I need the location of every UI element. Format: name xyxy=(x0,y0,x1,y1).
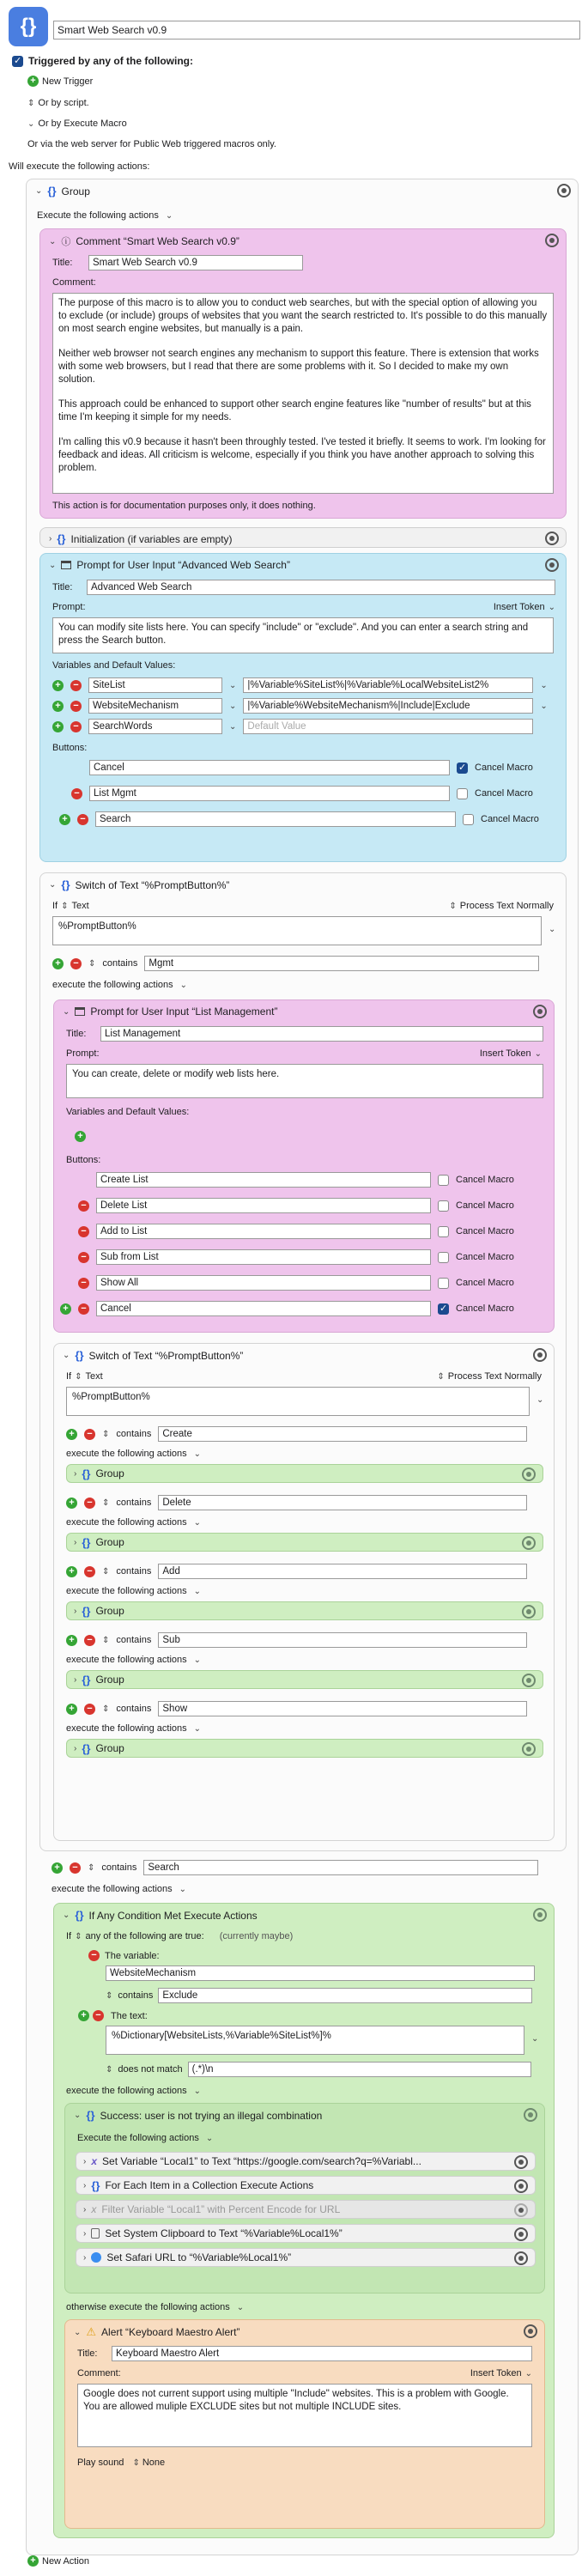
gear-icon[interactable] xyxy=(514,2155,528,2169)
prompt1-title-label: Title: xyxy=(52,582,73,592)
chevron-down-icon[interactable]: ⌄ xyxy=(531,2034,539,2044)
cancel-macro-label: Cancel Macro xyxy=(475,788,533,799)
prompt1-vars-label: Variables and Default Values: xyxy=(52,660,176,671)
remove-icon[interactable]: − xyxy=(84,1429,95,1440)
clipboard-icon xyxy=(91,2228,100,2239)
comment-label: Comment: xyxy=(52,277,96,288)
remove-icon[interactable]: − xyxy=(78,1200,89,1212)
stepper-icon: ⇕ xyxy=(132,2458,140,2468)
chevron-down-icon[interactable]: ⌄ xyxy=(236,2302,245,2312)
case-group[interactable]: › {} Group xyxy=(66,1464,543,1483)
prompt-button-field[interactable]: List Mgmt xyxy=(89,786,450,801)
process-text-menu[interactable]: ⇕ Process Text Normally xyxy=(449,901,554,911)
chevron-down-icon[interactable]: ⌄ xyxy=(74,2327,82,2337)
init-title: Initialization (if variables are empty) xyxy=(70,532,233,545)
group-execute-label: Execute the following actions xyxy=(37,210,159,221)
chevron-down-icon[interactable]: ⌄ xyxy=(63,1351,70,1360)
case-group[interactable]: › {} Group xyxy=(66,1670,543,1689)
comment-action[interactable] xyxy=(39,228,567,519)
prompt1-header: Prompt for User Input “Advanced Web Search” xyxy=(76,559,290,571)
switch2-header: Switch of Text “%PromptButton%” xyxy=(88,1349,244,1362)
set-clipboard-action[interactable]: › Set System Clipboard to Text “%Variable%Local1%” xyxy=(76,2224,536,2243)
prompt-list-management[interactable]: ⌄ Prompt for User Input “List Management” Title: List Management Prompt: Insert Token ⌄ You can create, delete or modify web lists here. Variables and Default Values: + Buttons: Create List Cancel Macro − Delete List Cancel Macro − Add to List Cancel Macro − Sub from List Cancel Macro − Show All Cancel Macro + − Cancel ✓ Cancel Macro xyxy=(53,999,555,1333)
remove-icon[interactable]: − xyxy=(78,1278,89,1289)
variable-name-field[interactable]: SiteList xyxy=(88,677,222,693)
gear-icon[interactable] xyxy=(557,184,571,197)
chevron-down-icon: ⌄ xyxy=(548,602,555,612)
braces-icon: {} xyxy=(47,185,57,197)
stepper-icon[interactable]: ⇕ xyxy=(75,1931,82,1941)
gear-icon[interactable] xyxy=(522,1536,536,1550)
if-any-condition-action[interactable]: ⌄ {} If Any Condition Met Execute Actions If ⇕ any of the following are true: (currently maybe) − The variable: WebsiteMechanism ⇕ contains Exclude + − The text: %Dictionary[WebsiteLists,%Variable%SiteList%]% ⌄ ⇕ does not match (.*)\n execute the following actions ⌄ ⌄ {} Success: user is not trying an illegal combination Execute the following actions ⌄ › x Set Variable “Local1” to Text “https://google.com/search?q=%Variabl... › {} For Each Item in a Collection Execute Actions › x Filter Variable “Local1” with Percent Encode for URL › Set System Clipboard to Text “%Variable%Local1%” › Set Safari URL to “%Variable%Local1%” otherwise execute the following actions ⌄ ⌄ ⚠ Alert “Keyboard Maestro Alert” Title: Keyboard Maestro Alert Comment: Insert Token ⌄ Google does not current support using multiple "Include" websites. This is a problem with Google. You are allowed muliple EXCLUDE sites but not multiple INCLUDE sites. Play sound ⇕ None xyxy=(53,1903,555,2538)
or-web-server-label: Or via the web server for Public Web triggered macros only. xyxy=(27,139,276,149)
prompt-button-field[interactable]: Show All xyxy=(96,1275,431,1291)
or-by-execute-macro-toggle[interactable]: ⌄ Or by Execute Macro xyxy=(27,118,127,129)
prompt2-prompt-textarea[interactable]: You can create, delete or modify web lists here. xyxy=(66,1064,543,1098)
braces-icon: {} xyxy=(82,1741,91,1755)
text-type-label: Text xyxy=(71,901,89,911)
prompt1-prompt-label: Prompt: xyxy=(52,602,86,612)
chevron-right-icon[interactable]: › xyxy=(74,1537,77,1547)
insert-token-menu[interactable]: Insert Token ⌄ xyxy=(479,1048,542,1059)
remove-icon[interactable]: − xyxy=(84,1566,95,1577)
prompt1-prompt-textarea[interactable]: You can modify site lists here. You can specify "include" or "exclude". And you can enter a search string and press the Search button. xyxy=(52,617,554,653)
gear-icon[interactable] xyxy=(514,2227,528,2241)
cancel-macro-checkbox[interactable] xyxy=(438,1303,449,1315)
cancel-macro-label: Cancel Macro xyxy=(475,762,533,773)
stepper-icon[interactable]: ⇕ xyxy=(102,1498,110,1508)
gear-icon[interactable] xyxy=(514,2179,528,2193)
gear-icon[interactable] xyxy=(533,1348,547,1362)
condition-regex-field[interactable]: (.*)\n xyxy=(188,2062,531,2077)
cancel-macro-checkbox[interactable] xyxy=(438,1200,449,1212)
will-execute-label: Will execute the following actions: xyxy=(9,161,150,172)
macro-icon[interactable] xyxy=(9,7,48,46)
braces-icon: {} xyxy=(75,1349,84,1362)
add-condition-icon[interactable]: + xyxy=(78,2010,89,2021)
chevron-down-icon[interactable]: ⌄ xyxy=(193,1586,202,1596)
chevron-down-icon[interactable]: ⌄ xyxy=(193,1655,202,1665)
chevron-down-icon[interactable]: ⌄ xyxy=(540,680,548,690)
case-group[interactable]: › {} Group xyxy=(66,1601,543,1620)
triggered-checkbox[interactable] xyxy=(12,56,23,67)
remove-icon[interactable]: − xyxy=(71,788,82,799)
comment-header: Comment “Smart Web Search v0.9” xyxy=(76,235,239,247)
window-icon xyxy=(75,1007,85,1016)
stepper-icon[interactable]: ⇕ xyxy=(102,1566,110,1577)
chevron-right-icon[interactable]: › xyxy=(83,2180,87,2190)
chevron-down-icon[interactable]: ⌄ xyxy=(49,560,57,570)
prompt2-vars-label: Variables and Default Values: xyxy=(66,1107,190,1117)
cancel-macro-checkbox[interactable] xyxy=(438,1226,449,1237)
add-icon[interactable]: + xyxy=(52,701,64,712)
chevron-down-icon: ⌄ xyxy=(27,118,35,129)
stepper-icon[interactable]: ⇕ xyxy=(102,1704,110,1714)
case-value-field[interactable]: Create xyxy=(158,1426,527,1442)
condition-text-field[interactable]: %Dictionary[WebsiteLists,%Variable%SiteList%]% xyxy=(106,2026,524,2055)
switch1-text-field[interactable]: %PromptButton% xyxy=(52,916,542,945)
braces-icon: {} xyxy=(82,1604,91,1618)
chevron-down-icon[interactable]: ⌄ xyxy=(193,1449,202,1459)
chevron-down-icon[interactable]: ⌄ xyxy=(165,210,173,221)
alert-comment-textarea[interactable]: Google does not current support using multiple "Include" websites. This is a problem with Google. You are allowed muliple EXCLUDE sites but not multiple INCLUDE sites. xyxy=(77,2384,532,2447)
variable-default-field[interactable]: Default Value xyxy=(243,719,533,734)
condition-contains-field[interactable]: Exclude xyxy=(158,1988,532,2003)
window-icon xyxy=(61,561,71,569)
add-icon[interactable]: + xyxy=(66,1498,77,1509)
prompt-button-field[interactable]: Delete List xyxy=(96,1198,431,1213)
or-by-script-toggle[interactable]: ⇕ Or by script. xyxy=(27,98,89,108)
alert-title-field[interactable]: Keyboard Maestro Alert xyxy=(112,2346,532,2361)
chevron-down-icon[interactable]: ⌄ xyxy=(549,925,556,934)
process-text-menu[interactable]: ⇕ Process Text Normally xyxy=(437,1371,542,1382)
chevron-down-icon[interactable]: ⌄ xyxy=(49,880,57,890)
chevron-down-icon[interactable]: ⌄ xyxy=(540,701,548,711)
insert-token-menu[interactable]: Insert Token ⌄ xyxy=(470,2368,532,2379)
safari-icon xyxy=(91,2252,101,2263)
prompt1-buttons-label: Buttons: xyxy=(52,743,88,753)
gear-icon[interactable] xyxy=(522,1742,536,1756)
stepper-icon[interactable]: ⇕ xyxy=(102,1635,110,1645)
prompt-advanced-web-search[interactable] xyxy=(39,553,567,862)
play-sound-label: Play sound xyxy=(77,2458,124,2468)
prompt2-prompt-label: Prompt: xyxy=(66,1048,100,1059)
initialization-group[interactable] xyxy=(39,527,567,548)
stepper-icon[interactable]: ⇕ xyxy=(61,901,69,911)
for-each-action[interactable]: › {} For Each Item in a Collection Execute Actions xyxy=(76,2176,536,2195)
add-icon[interactable]: + xyxy=(52,680,64,691)
chevron-down-icon[interactable]: ⌄ xyxy=(193,1517,202,1528)
prompt-button-field[interactable]: Cancel xyxy=(96,1301,431,1316)
chevron-right-icon[interactable]: › xyxy=(83,2156,87,2166)
set-safari-url-action[interactable]: › Set Safari URL to “%Variable%Local1%” xyxy=(76,2248,536,2267)
remove-icon[interactable]: − xyxy=(78,1252,89,1263)
alert-comment-label: Comment: xyxy=(77,2368,121,2379)
variable-name-field[interactable]: SearchWords xyxy=(88,719,222,734)
prompt-button-field[interactable]: Create List xyxy=(96,1172,431,1188)
chevron-down-icon[interactable]: ⌄ xyxy=(49,236,57,246)
gear-icon[interactable] xyxy=(522,1467,536,1481)
comment-paragraph: I'm calling this v0.9 because it hasn't been throughly tested. I've tested it briefly. It seems to work. I'm looking for feedback and ideas. All criticism is welcome, especially if you think you have another approach to solving this problem. xyxy=(58,437,546,473)
comment-title-field[interactable]: Smart Web Search v0.9 xyxy=(88,255,303,270)
prompt1-title-field[interactable]: Advanced Web Search xyxy=(87,580,555,595)
info-icon: ⓘ xyxy=(61,237,71,247)
chevron-down-icon[interactable]: ⌄ xyxy=(74,2111,82,2120)
stepper-icon: ⇕ xyxy=(437,1371,445,1382)
chevron-right-icon[interactable]: › xyxy=(83,2228,87,2239)
sound-select[interactable]: ⇕ None xyxy=(132,2458,166,2468)
prompt-button-field[interactable]: Sub from List xyxy=(96,1249,431,1265)
add-icon[interactable]: + xyxy=(66,1566,77,1577)
remove-icon[interactable]: − xyxy=(70,701,82,712)
chevron-down-icon[interactable]: ⌄ xyxy=(35,186,43,196)
comment-paragraph: This approach could be enhanced to support other search engine features like "number of results" but at this time I'm keeping it simple for my needs. xyxy=(58,399,531,422)
gear-icon[interactable] xyxy=(514,2203,528,2217)
remove-icon[interactable]: − xyxy=(70,680,82,691)
add-icon[interactable]: + xyxy=(52,1862,63,1874)
remove-icon[interactable]: − xyxy=(84,1498,95,1509)
chevron-right-icon[interactable]: › xyxy=(83,2252,87,2263)
braces-icon: {} xyxy=(86,2109,95,2122)
filter-icon: x xyxy=(91,2203,97,2215)
remove-icon[interactable]: − xyxy=(84,1704,95,1715)
remove-icon[interactable]: − xyxy=(84,1635,95,1646)
add-icon: + xyxy=(27,2555,39,2567)
warning-icon: ⚠ xyxy=(86,2325,97,2338)
case-value-field[interactable]: Show xyxy=(158,1701,527,1716)
filter-variable-action[interactable]: › x Filter Variable “Local1” with Percent Encode for URL xyxy=(76,2200,536,2219)
stepper-icon[interactable]: ⇕ xyxy=(106,1990,113,2001)
chevron-down-icon[interactable]: ⌄ xyxy=(63,1006,70,1017)
chevron-right-icon[interactable]: › xyxy=(74,1468,77,1479)
stepper-icon[interactable]: ⇕ xyxy=(102,1429,110,1439)
stepper-icon: ⇕ xyxy=(449,901,457,911)
gear-icon[interactable] xyxy=(545,234,559,247)
chevron-right-icon[interactable]: › xyxy=(74,1743,77,1753)
prompt2-buttons-label: Buttons: xyxy=(66,1155,101,1165)
remove-condition-icon[interactable]: − xyxy=(93,2010,104,2021)
cancel-macro-checkbox[interactable] xyxy=(438,1175,449,1186)
case-group[interactable]: › {} Group xyxy=(66,1533,543,1552)
insert-token-menu[interactable]: Insert Token ⌄ xyxy=(493,602,555,612)
add-variable-icon[interactable]: + xyxy=(75,1131,86,1142)
gear-icon[interactable] xyxy=(514,2251,528,2265)
switch2-text-field[interactable]: %PromptButton% xyxy=(66,1387,530,1416)
switch-prompt-button[interactable]: ⌄ {} Switch of Text “%PromptButton%” If ⇕ Text ⇕ Process Text Normally %PromptButton% ⌄ + − ⇕ contains Mgmt execute the following actions ⌄ xyxy=(39,872,567,1851)
alert-title-label: Title: xyxy=(77,2348,98,2359)
prompt2-header: Prompt for User Input “List Management” xyxy=(90,1005,278,1018)
comment-paragraph: Neither web browser not search engines any mechanism to support this feature. There is extension that works with some web browsers, but I read that there are some problems with it. So I decided to make my own solution. xyxy=(58,349,539,385)
success-header: Success: user is not trying an illegal combination xyxy=(100,2109,323,2122)
chevron-down-icon[interactable]: ⌄ xyxy=(229,680,237,690)
gear-icon[interactable] xyxy=(524,2324,537,2338)
remove-icon[interactable]: − xyxy=(78,1226,89,1237)
stepper-icon[interactable]: ⇕ xyxy=(88,958,96,969)
add-icon[interactable]: + xyxy=(52,958,64,969)
remove-icon[interactable]: − xyxy=(70,958,82,969)
stepper-icon[interactable]: ⇕ xyxy=(75,1371,82,1382)
gear-icon[interactable] xyxy=(545,532,559,545)
cancel-macro-checkbox[interactable] xyxy=(438,1278,449,1289)
chevron-down-icon: ⌄ xyxy=(524,2368,532,2379)
braces-icon: {} xyxy=(82,1467,91,1480)
gear-icon[interactable] xyxy=(522,1605,536,1619)
remove-icon[interactable]: − xyxy=(77,814,88,825)
case-value-field[interactable]: Sub xyxy=(158,1632,527,1648)
gear-icon[interactable] xyxy=(533,1005,547,1018)
add-icon[interactable]: + xyxy=(60,1303,71,1315)
remove-condition-icon[interactable]: − xyxy=(88,1950,100,1961)
variable-default-field[interactable]: |%Variable%SiteList%|%Variable%LocalWebsiteList2% xyxy=(243,677,533,693)
chevron-down-icon[interactable]: ⌄ xyxy=(179,980,188,990)
macro-name-field[interactable]: Smart Web Search v0.9 xyxy=(53,21,580,39)
stepper-icon[interactable]: ⇕ xyxy=(88,1862,95,1873)
comment-textarea[interactable] xyxy=(52,293,554,494)
variable-default-field[interactable]: |%Variable%WebsiteMechanism%|Include|Exclude xyxy=(243,698,533,714)
condition-variable-field[interactable]: WebsiteMechanism xyxy=(106,1965,535,1981)
comment-footer: This action is for documentation purposes only, it does nothing. xyxy=(52,501,316,511)
chevron-down-icon[interactable]: ⌄ xyxy=(193,1723,202,1734)
new-action-button[interactable]: + New Action xyxy=(27,2555,89,2567)
chevron-down-icon[interactable]: ⌄ xyxy=(229,721,237,732)
stepper-icon: ⇕ xyxy=(27,98,35,108)
variable-name-field[interactable]: WebsiteMechanism xyxy=(88,698,222,714)
case-value-field[interactable]: Mgmt xyxy=(144,956,539,971)
comment-paragraph: The purpose of this macro is to allow you to conduct web searches, but with the special option of allowing you to exclude (or include) groups of websites that you want the search restricted to. It's possible to do this manually on most search engine websites, but manually is a pain. xyxy=(58,298,548,334)
braces-icon: {} xyxy=(20,15,37,38)
case-group[interactable]: › {} Group xyxy=(66,1739,543,1758)
chevron-right-icon[interactable]: › xyxy=(49,534,52,544)
prompt2-title-label: Title: xyxy=(66,1029,87,1039)
gear-icon[interactable] xyxy=(533,1908,547,1922)
prompt2-title-field[interactable]: List Management xyxy=(100,1026,543,1042)
switch-list-mgmt-button[interactable]: ⌄ {} Switch of Text “%PromptButton%” If ⇕ Text ⇕ Process Text Normally %PromptButton% ⌄ + − ⇕ contains Create execute the following actions ⌄ › {} Group + − ⇕ contains Delete execute the following actions ⌄ › {} Group + − ⇕ contains Add execute the following actions ⌄ › {} Group + − ⇕ contains Sub execute the following actions ⌄ › {} Group + − ⇕ contains Show execute the following actions ⌄ › {} Group xyxy=(53,1343,555,1841)
remove-icon[interactable]: − xyxy=(78,1303,89,1315)
cancel-macro-label: Cancel Macro xyxy=(481,814,539,824)
currently-label: (currently maybe) xyxy=(219,1931,294,1941)
cancel-macro-checkbox[interactable] xyxy=(438,1252,449,1263)
chevron-down-icon[interactable]: ⌄ xyxy=(536,1395,544,1405)
braces-icon: {} xyxy=(61,878,70,891)
braces-icon: {} xyxy=(75,1909,84,1922)
new-trigger-button[interactable]: + New Trigger xyxy=(27,76,93,87)
add-icon[interactable]: + xyxy=(66,1429,77,1440)
set-variable-action[interactable]: › x Set Variable “Local1” to Text “https://google.com/search?q=%Variabl... xyxy=(76,2152,536,2171)
chevron-right-icon[interactable]: › xyxy=(83,2204,87,2215)
braces-icon: {} xyxy=(91,2178,100,2192)
stepper-icon[interactable]: ⇕ xyxy=(106,2064,113,2075)
case-value-field[interactable]: Add xyxy=(158,1564,527,1579)
triggered-label: Triggered by any of the following: xyxy=(28,55,194,67)
chevron-down-icon[interactable]: ⌄ xyxy=(193,2086,202,2096)
chevron-down-icon[interactable]: ⌄ xyxy=(229,701,237,711)
braces-icon: {} xyxy=(57,532,66,545)
gear-icon[interactable] xyxy=(522,1674,536,1687)
prompt-button-field[interactable]: Cancel xyxy=(89,760,450,775)
remove-icon[interactable]: − xyxy=(70,1862,81,1874)
add-icon[interactable]: + xyxy=(66,1635,77,1646)
prompt-button-field[interactable]: Search xyxy=(95,811,456,827)
alert-action[interactable] xyxy=(64,2319,545,2529)
chevron-down-icon: ⌄ xyxy=(534,1048,542,1059)
any-true-label: any of the following are true: xyxy=(85,1931,204,1941)
gear-icon[interactable] xyxy=(545,558,559,572)
group-title: Group xyxy=(61,185,90,197)
add-icon: + xyxy=(27,76,39,87)
chevron-down-icon[interactable]: ⌄ xyxy=(63,1911,70,1920)
case-value-field[interactable]: Search xyxy=(143,1860,538,1875)
remove-icon[interactable]: − xyxy=(70,721,82,732)
chevron-right-icon[interactable]: › xyxy=(74,1606,77,1616)
braces-icon: {} xyxy=(82,1535,91,1549)
text-type-label: Text xyxy=(85,1371,103,1382)
add-icon[interactable]: + xyxy=(66,1704,77,1715)
prompt-button-field[interactable]: Add to List xyxy=(96,1224,431,1239)
alert-header: Alert “Keyboard Maestro Alert” xyxy=(101,2326,240,2338)
cancel-macro-checkbox[interactable] xyxy=(457,762,468,774)
add-icon[interactable]: + xyxy=(52,721,64,732)
add-icon[interactable]: + xyxy=(59,814,70,825)
cancel-macro-checkbox[interactable] xyxy=(463,814,474,825)
success-group[interactable]: ⌄ {} Success: user is not trying an illegal combination Execute the following actions ⌄ › x Set Variable “Local1” to Text “https://google.com/search?q=%Variabl... › {} For Each Item in a Collection Execute Actions › x Filter Variable “Local1” with Percent Encode for URL › Set System Clipboard to Text “%Variable%Local1%” › Set Safari URL to “%Variable%Local1%” xyxy=(64,2103,545,2293)
switch1-header: Switch of Text “%PromptButton%” xyxy=(75,878,230,891)
chevron-right-icon[interactable]: › xyxy=(74,1674,77,1685)
gear-icon[interactable] xyxy=(524,2108,537,2122)
cancel-macro-checkbox[interactable] xyxy=(457,788,468,799)
ifany-header: If Any Condition Met Execute Actions xyxy=(88,1909,258,1922)
braces-icon: {} xyxy=(82,1673,91,1686)
case-value-field[interactable]: Delete xyxy=(158,1495,527,1510)
comment-title-label: Title: xyxy=(52,258,73,268)
chevron-down-icon[interactable]: ⌄ xyxy=(205,2133,214,2143)
chevron-down-icon[interactable]: ⌄ xyxy=(179,1884,187,1894)
variable-icon: x xyxy=(91,2155,98,2167)
